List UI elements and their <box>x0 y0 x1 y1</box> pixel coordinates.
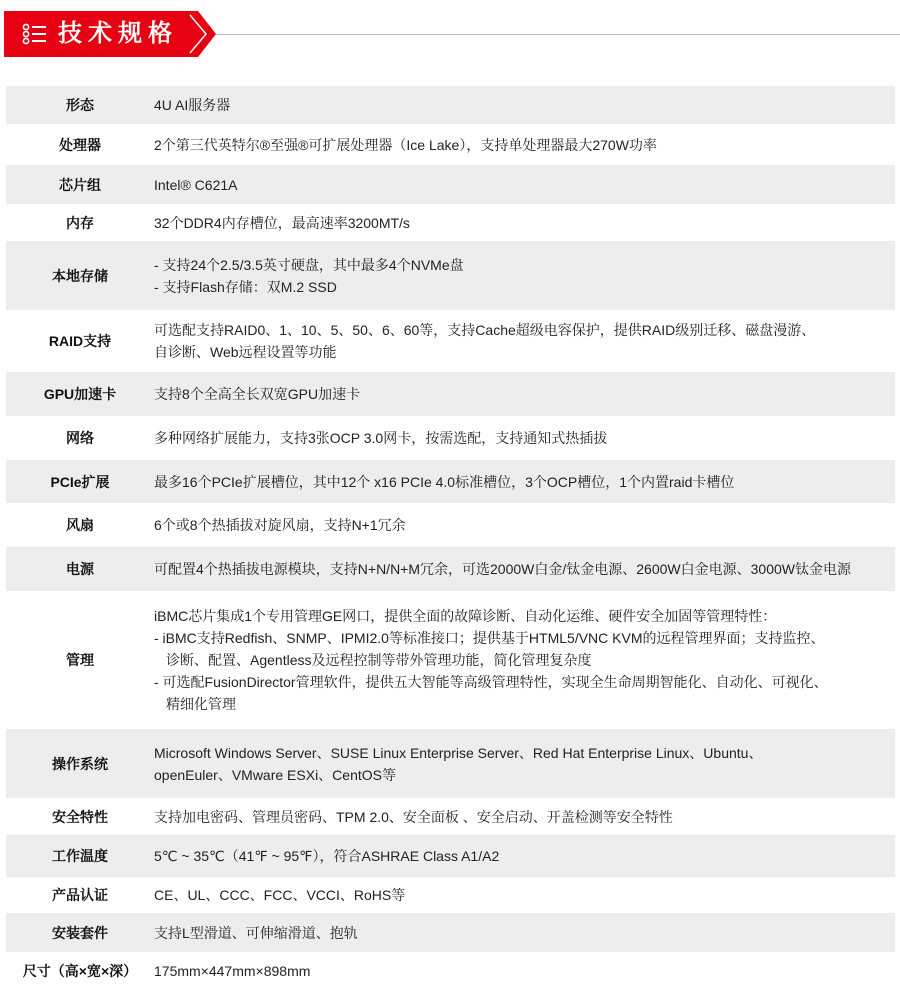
spec-label: 形态 <box>6 86 154 124</box>
spec-value-line: Intel® C621A <box>154 176 238 193</box>
spec-value <box>154 591 895 729</box>
spec-value <box>154 204 895 241</box>
spec-value-line: 精细化管理 <box>166 696 236 712</box>
spec-value-line: - 支持24个2.5/3.5英寸硬盘，其中最多4个NVMe盘 <box>154 256 464 273</box>
spec-label: 操作系统 <box>6 729 154 798</box>
spec-row <box>6 913 895 952</box>
spec-row <box>6 416 895 460</box>
spec-value-line: openEuler、VMware ESXi、CentOS等 <box>154 766 396 783</box>
spec-row <box>6 835 895 877</box>
spec-value <box>154 729 895 798</box>
spec-row <box>6 241 895 310</box>
spec-row <box>6 204 895 241</box>
spec-value-line: iBMC芯片集成1个专用管理GE网口，提供全面的故障诊断、自动化运维、硬件安全加固等管理特性： <box>154 608 777 624</box>
spec-label: 电源 <box>6 547 154 591</box>
spec-row <box>6 591 895 729</box>
spec-value <box>154 952 895 990</box>
spec-label: 内存 <box>6 204 154 241</box>
spec-label: GPU加速卡 <box>6 372 154 416</box>
spec-value-line: 多种网络扩展能力，支持3张OCP 3.0网卡，按需选配，支持通知式热插拔 <box>154 430 608 446</box>
spec-value-line: 支持L型滑道、可伸缩滑道、抱轨 <box>154 924 358 941</box>
spec-value <box>154 913 895 952</box>
spec-row <box>6 124 895 165</box>
spec-value <box>154 124 895 165</box>
spec-value <box>154 877 895 913</box>
spec-value <box>154 416 895 460</box>
spec-label: 芯片组 <box>6 165 154 204</box>
spec-row <box>6 952 895 990</box>
spec-label: 产品认证 <box>6 877 154 913</box>
spec-value-line: 6个或8个热插拔对旋风扇，支持N+1冗余 <box>154 517 406 533</box>
spec-value-line: 175mm×447mm×898mm <box>154 963 311 979</box>
spec-value-line: 支持8个全高全长双宽GPU加速卡 <box>154 386 361 402</box>
spec-value-line: 支持加电密码、管理员密码、TPM 2.0、安全面板 、安全启动、开盖检测等安全特性 <box>154 808 673 825</box>
spec-value-line: 可配置4个热插拔电源模块，支持N+N/N+M冗余，可选2000W白金/钛金电源、2600W白金电源、3000W钛金电源 <box>154 561 851 577</box>
spec-value-line: 可选配支持RAID0、1、10、5、50、6、60等，支持Cache超级电容保护，提供RAID级别迁移、磁盘漫游、 <box>154 322 816 338</box>
spec-row <box>6 798 895 835</box>
spec-row <box>6 877 895 913</box>
spec-label: 处理器 <box>6 124 154 165</box>
spec-value <box>154 165 895 204</box>
spec-label: PCIe扩展 <box>6 460 154 503</box>
spec-label: 管理 <box>6 591 154 729</box>
spec-label: RAID支持 <box>6 310 154 372</box>
spec-row <box>6 503 895 547</box>
spec-value-line: - iBMC支持Redfish、SNMP、IPMI2.0等标准接口；提供基于HTML5/VNC KVM的远程管理界面；支持监控、 <box>154 630 825 646</box>
spec-label: 安全特性 <box>6 798 154 835</box>
spec-label: 本地存储 <box>6 241 154 310</box>
spec-value <box>154 835 895 877</box>
spec-value-line: CE、UL、CCC、FCC、VCCI、RoHS等 <box>154 887 406 903</box>
header-divider <box>216 34 900 35</box>
spec-row <box>6 729 895 798</box>
section-header <box>0 0 900 62</box>
spec-row <box>6 372 895 416</box>
spec-row <box>6 310 895 372</box>
spec-value <box>154 460 895 503</box>
spec-value <box>154 547 895 591</box>
spec-value <box>154 86 895 124</box>
spec-value-line: - 可选配FusionDirector管理软件，提供五大智能等高级管理特性，实现全生命周期智能化、自动化、可视化、 <box>154 674 828 690</box>
spec-value <box>154 372 895 416</box>
list-icon <box>22 23 48 45</box>
spec-value <box>154 241 895 310</box>
spec-value-line: 自诊断、Web远程设置等功能 <box>154 344 337 360</box>
spec-value-line: 诊断、配置、Agentless及远程控制等带外管理功能，简化管理复杂度 <box>166 652 592 668</box>
spec-row <box>6 547 895 591</box>
spec-row <box>6 165 895 204</box>
spec-value-line: 32个DDR4内存槽位，最高速率3200MT/s <box>154 214 410 231</box>
spec-label: 网络 <box>6 416 154 460</box>
spec-value <box>154 798 895 835</box>
spec-label: 安装套件 <box>6 913 154 952</box>
spec-value-line: 2个第三代英特尔®至强®可扩展处理器（Ice Lake），支持单处理器最大270W功率 <box>154 136 657 153</box>
spec-label: 工作温度 <box>6 835 154 877</box>
spec-label: 尺寸（高×宽×深） <box>6 952 154 990</box>
spec-value-line: Microsoft Windows Server、SUSE Linux Enterprise Server、Red Hat Enterprise Linux、Ubuntu、 <box>154 744 763 761</box>
spec-value <box>154 503 895 547</box>
spec-value-line: 4U AI服务器 <box>154 97 231 113</box>
page-title: 技术规格 <box>58 20 178 47</box>
spec-value-line: - 支持Flash存储：双M.2 SSD <box>154 278 337 295</box>
spec-row <box>6 460 895 503</box>
spec-table <box>6 86 895 990</box>
spec-value <box>154 310 895 372</box>
spec-value-line: 5℃ ~ 35℃（41℉ ~ 95℉），符合ASHRAE Class A1/A2 <box>154 848 500 864</box>
spec-value-line: 最多16个PCIe扩展槽位，其中12个 x16 PCIe 4.0标准槽位，3个OCP槽位，1个内置raid卡槽位 <box>154 473 735 490</box>
spec-row <box>6 86 895 124</box>
spec-label: 风扇 <box>6 503 154 547</box>
